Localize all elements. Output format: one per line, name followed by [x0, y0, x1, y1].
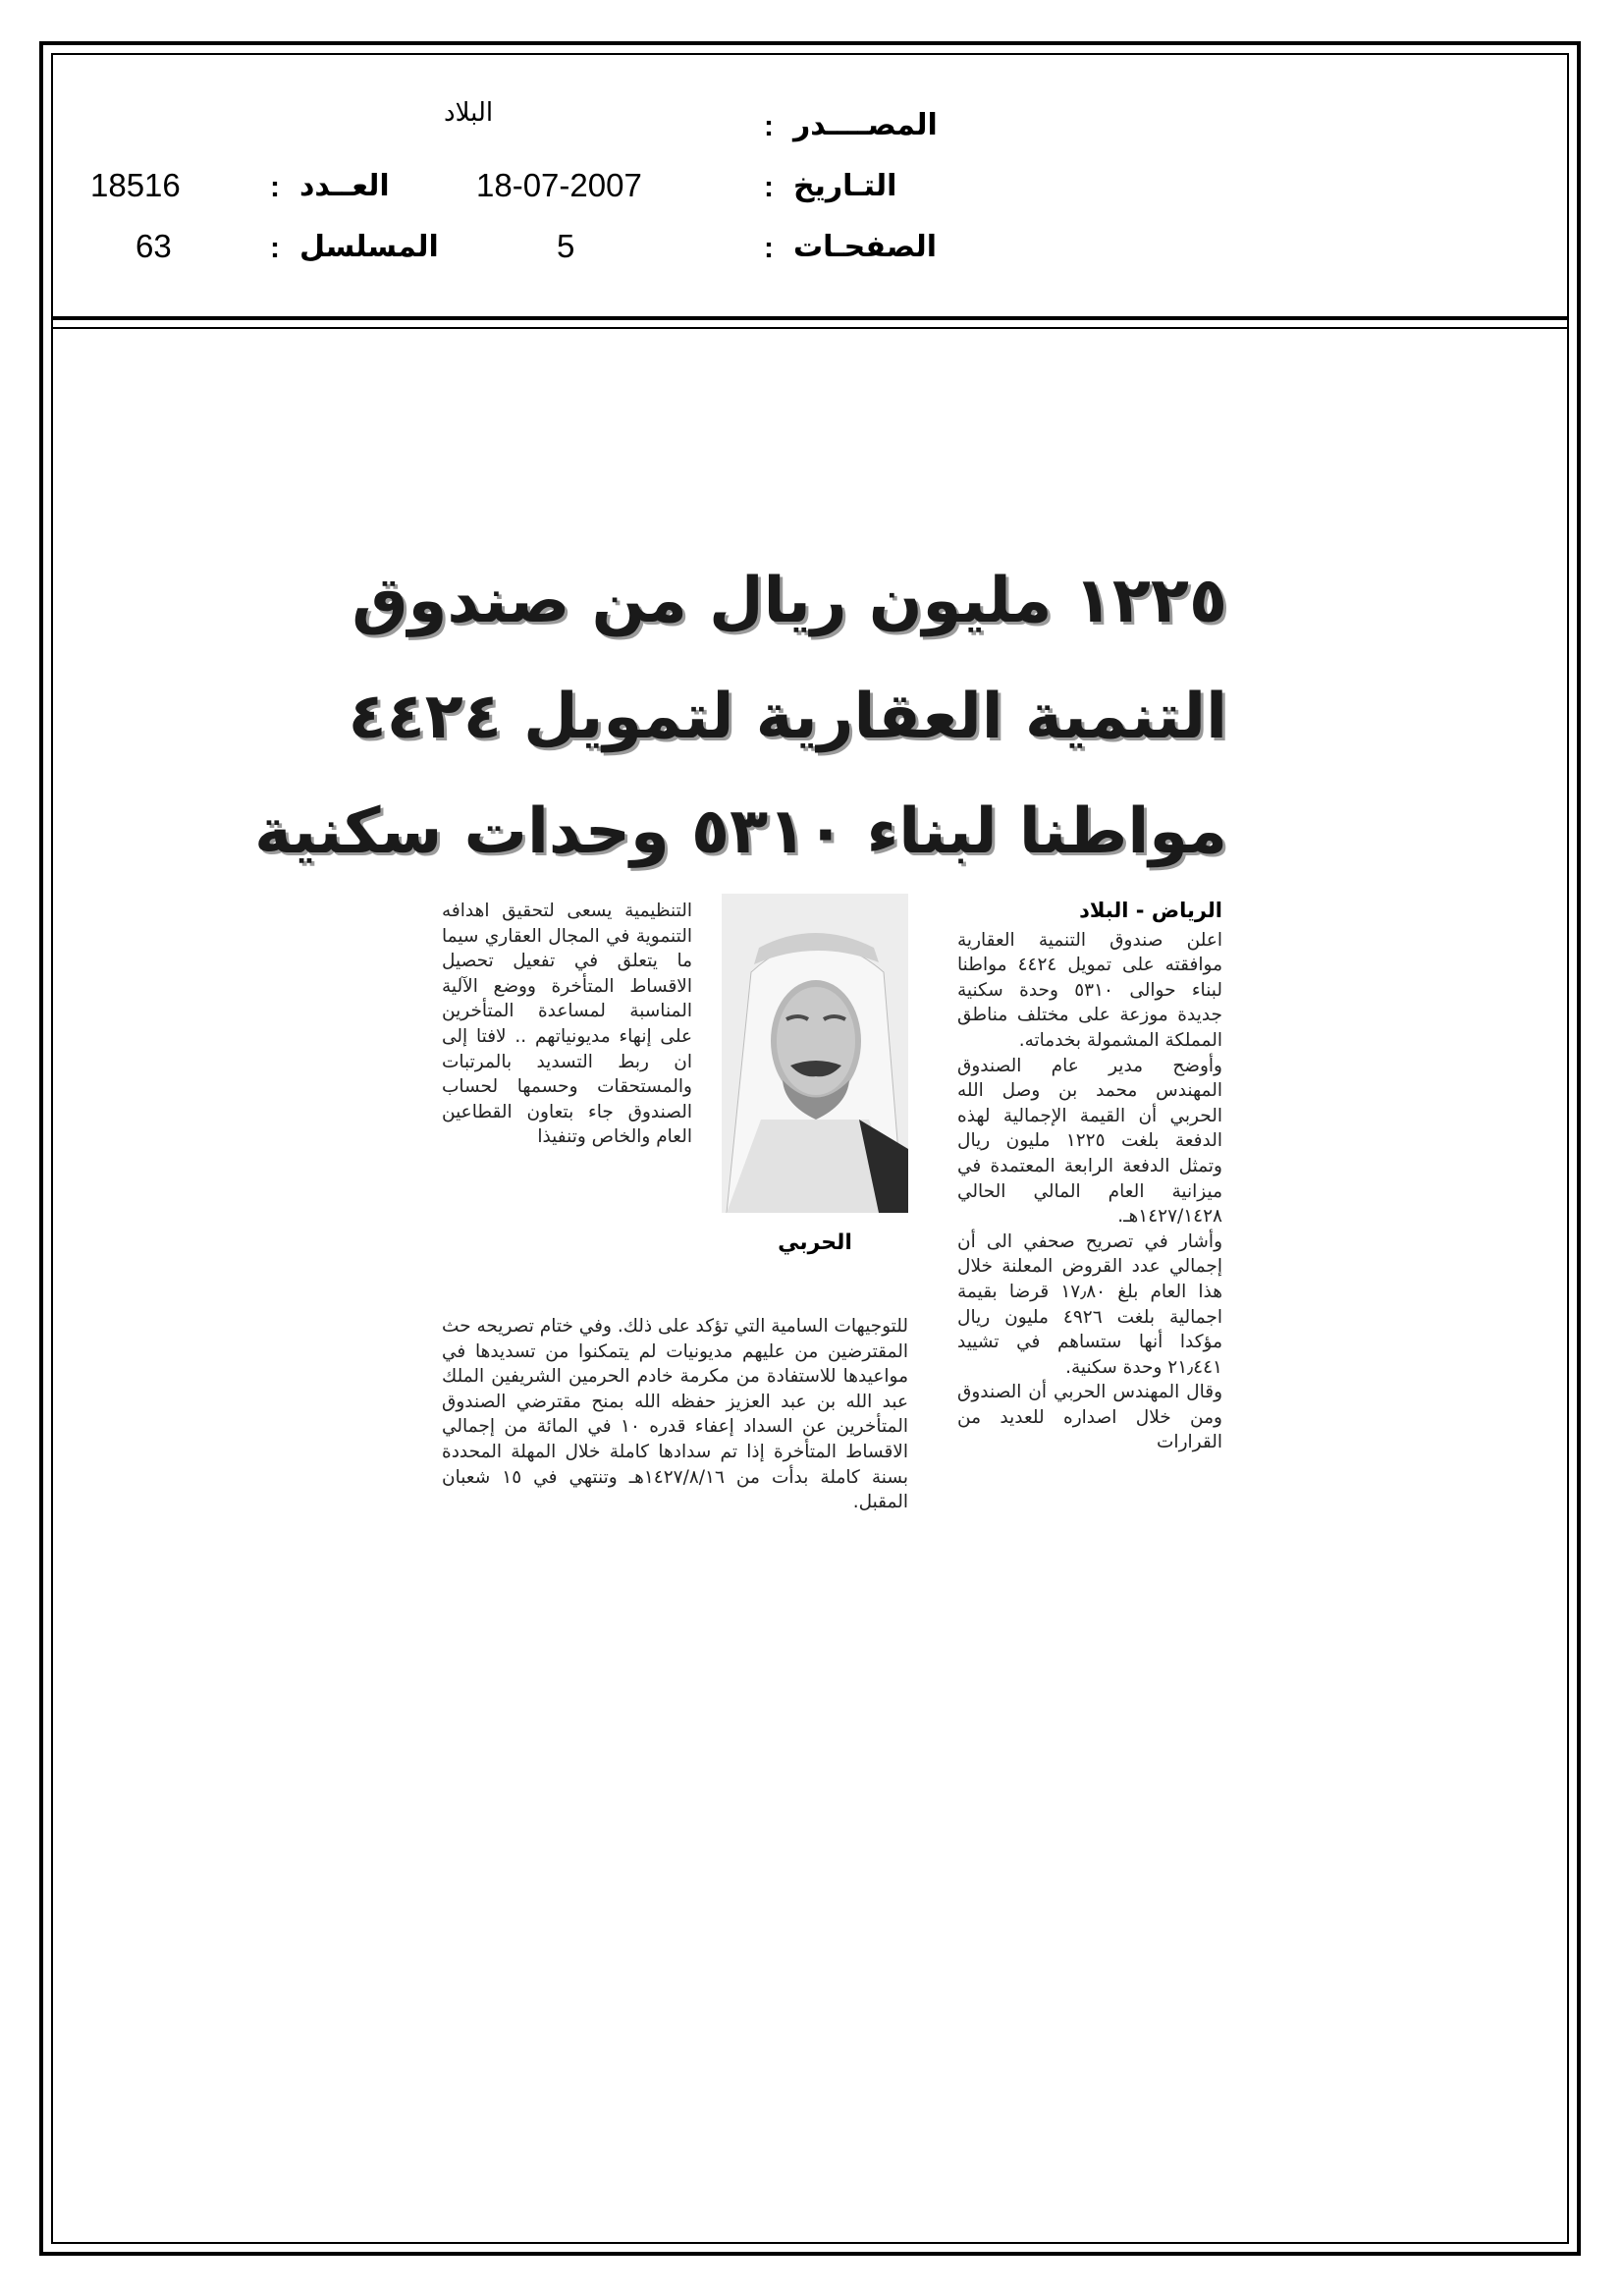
date-colon: : — [764, 171, 774, 203]
header-divider — [51, 316, 1569, 320]
paragraph: للتوجيهات السامية التي تؤكد على ذلك. وفي ختام تصريحه حث المقترضين من عليهم مديونيات لم يتمكنوا من تسديدها في مواعيدها للاستفادة من مكرمة خادم الحرمين الشريفين الملك عبد الله بن عبد العزيز حفظه الله بمنح مقترضي الصندوق المتأخرين عن السداد إعفاء قدره ١٠ في المائة من إجمالي الاقساط المتأخرة إذا تم سدادها كاملة خلال المهلة المحددة بسنة كاملة بدأت من ١٤٢٧/٨/١٦هـ وتنتهي في ١٥ شعبان المقبل. — [441, 1316, 909, 1513]
issue-colon: : — [270, 171, 280, 203]
source-value: البلاد — [444, 98, 494, 128]
article-column-left-top — [442, 899, 692, 1306]
serial-colon: : — [270, 232, 280, 264]
header-divider-thin — [51, 327, 1569, 329]
serial-label: المسلسل — [299, 230, 439, 264]
paragraph: وأشار في تصريح صحفي الى أن إجمالي عدد القروض المعلنة خلال هذا العام بلغ ١٧٫٨٠ قرضا بقيمة اجمالية بلغت ٤٩٢٦ مليون ريال مؤكدا أنها ستساهم في تشييد ٢١٫٤٤١ وحدة سكنية. — [957, 1230, 1223, 1378]
headline-line-1: ١٢٢٥ مليون ريال من صندوق — [352, 565, 1227, 637]
date-value: 18-07-2007 — [476, 167, 642, 203]
pages-value: 5 — [557, 228, 575, 264]
source-colon: : — [764, 110, 774, 142]
paragraph: اعلن صندوق التنمية العقارية موافقته على تمويل ٤٤٢٤ مواطنا لبناء حوالى ٥٣١٠ وحدة سكنية جديدة موزعة على مختلف مناطق المملكة المشمولة بخدماته. — [957, 929, 1222, 1051]
paragraph: وأوضح مدير عام الصندوق المهندس محمد بن وصل الله الحربي أن القيمة الإجمالية لهذه الدفعة بلغت ١٢٢٥ مليون ريال وتمثل الدفعة الرابعة المعتمدة في ميزانية العام المالي الحالي ١٤٢٧/١٤٢٨هـ. — [957, 1055, 1222, 1228]
serial-value: 63 — [135, 228, 172, 264]
source-label: المصــــدر — [793, 108, 938, 142]
paragraph: التنظيمية يسعى لتحقيق اهدافه التنموية في المجال العقاري سيما ما يتعلق في تفعيل تحصيل الاقساط المتأخرة ووضع الآلية المناسبة لمساعدة المتأخرين على إنهاء مديونياتهم .. لافتا إلى ان ربط التسديد بالمرتبات والمستحقات وحسمها لحساب الصندوق جاء بتعاون القطاعين العام والخاص وتنفيذا — [442, 901, 692, 1148]
article-column-right — [957, 899, 1222, 1709]
article-column-left-bottom — [442, 1314, 908, 1707]
issue-label: العــدد — [299, 169, 390, 203]
portrait-photo — [722, 894, 908, 1213]
date-label: التـاريخ — [793, 169, 897, 203]
paragraph: وقال المهندس الحربي أن الصندوق ومن خلال اصداره للعديد من القرارات — [957, 1382, 1222, 1453]
pages-colon: : — [764, 232, 774, 264]
pages-label: الصفحـات — [793, 230, 937, 264]
portrait-image — [722, 894, 908, 1213]
photo-caption: الحربي — [778, 1230, 852, 1255]
dateline: الرياض - البلاد — [1079, 899, 1222, 922]
issue-value: 18516 — [90, 167, 181, 203]
headline-line-3: مواطنا لبناء ٥٣١٠ وحدات سكنية — [254, 795, 1227, 868]
headline-line-2: التنمية العقارية لتمويل ٤٤٢٤ — [348, 681, 1227, 753]
